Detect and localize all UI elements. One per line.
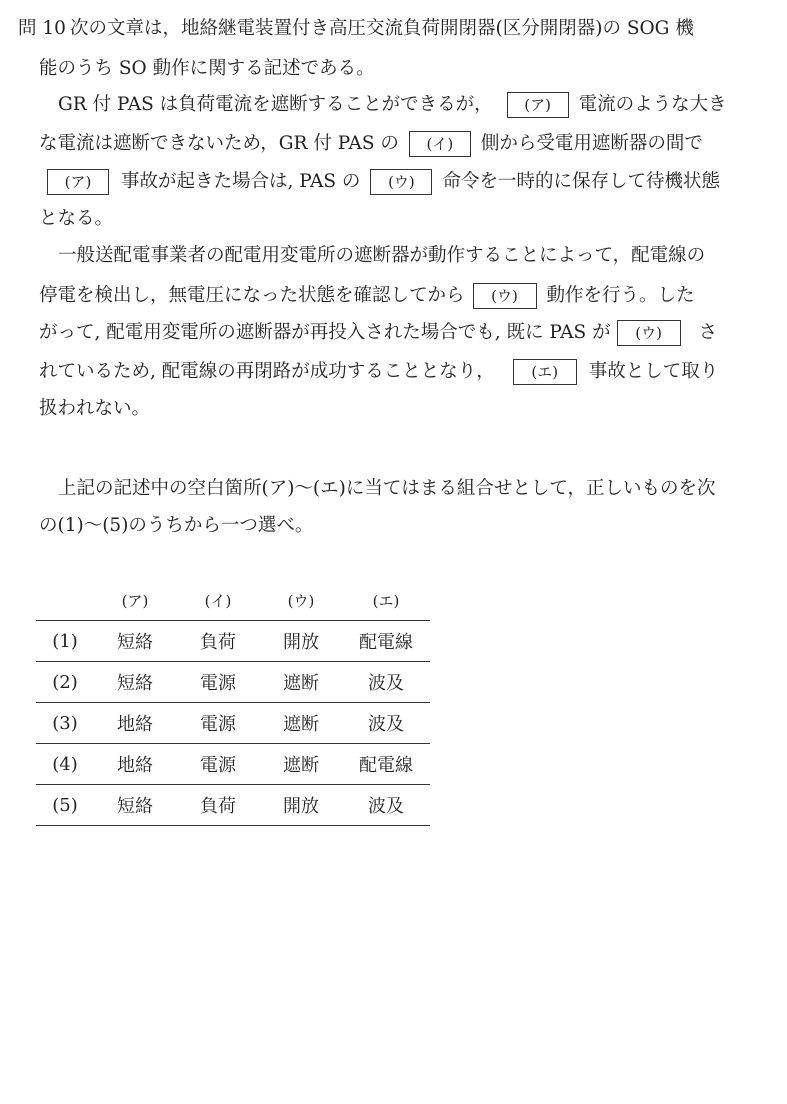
option-label: (5)	[36, 785, 94, 826]
instruction-text: の(1)～(5)のうちから一つ選べ。	[39, 515, 314, 536]
table-cell: 配電線	[342, 744, 430, 785]
table-row	[36, 744, 430, 785]
para1-line4	[39, 204, 113, 234]
para2-line2	[39, 281, 695, 311]
table-row	[36, 703, 430, 744]
table-cell: 電源	[176, 662, 260, 703]
question-intro: 次の文章は，地絡継電装置付き高圧交流負荷開閉器(区分開閉器)の SOG 機	[70, 18, 694, 39]
para1-line1	[58, 90, 727, 120]
blank-u-box: (ウ)	[473, 283, 537, 309]
blank-a-box: (ア)	[47, 169, 109, 195]
table-cell: 遮断	[260, 744, 342, 785]
para1-line3	[47, 167, 720, 197]
table-header-cell: (エ)	[342, 580, 430, 621]
table-cell: 負荷	[176, 621, 260, 662]
para2-text: れているため, 配電線の再閉路が成功することとなり，	[39, 361, 495, 382]
blank-u-box: (ウ)	[617, 320, 681, 346]
blank-a-box: (ア)	[507, 92, 569, 118]
table-cell: 短絡	[94, 785, 176, 826]
table-cell: 波及	[342, 785, 430, 826]
para2-text: 動作を行う。した	[546, 285, 695, 306]
para1-text: GR 付 PAS は負荷電流を遮断することができるが，	[58, 94, 493, 115]
table-cell: 地絡	[94, 744, 176, 785]
table-header-cell: (ウ)	[260, 580, 342, 621]
question-number: 問 10	[18, 18, 66, 39]
para2-line1	[58, 241, 705, 271]
para2-line4	[39, 357, 718, 387]
table-cell: 遮断	[260, 703, 342, 744]
answer-table	[36, 580, 430, 826]
table-cell: 地絡	[94, 703, 176, 744]
table-cell: 開放	[260, 785, 342, 826]
table-cell: 電源	[176, 703, 260, 744]
para2-text: 一般送配電事業者の配電用変電所の遮断器が動作することによって，配電線の	[58, 245, 706, 266]
blank-i-box: (イ)	[409, 131, 471, 157]
table-cell: 短絡	[94, 621, 176, 662]
table-row	[36, 785, 430, 826]
question-intro-line1	[18, 14, 694, 44]
para2-line3	[39, 318, 717, 348]
blank-u-box: (ウ)	[370, 169, 432, 195]
table-header-row	[36, 580, 430, 621]
option-label: (4)	[36, 744, 94, 785]
table-cell: 開放	[260, 621, 342, 662]
para1-line2	[39, 129, 703, 159]
para1-text: となる。	[39, 208, 114, 229]
para1-text: 側から受電用遮断器の間で	[480, 133, 703, 154]
para2-line5	[39, 394, 150, 424]
table-cell: 配電線	[342, 621, 430, 662]
table-cell: 波及	[342, 703, 430, 744]
para1-text: な電流は遮断できないため，GR 付 PAS の	[39, 133, 399, 154]
table-header-cell	[36, 580, 94, 621]
para2-text: 停電を検出し，無電圧になった状態を確認してから	[39, 285, 465, 306]
table-row	[36, 662, 430, 703]
para2-text: 扱われない。	[39, 398, 151, 419]
table-cell: 電源	[176, 744, 260, 785]
para2-text: 事故として取り	[588, 361, 719, 382]
blank-e-box: (エ)	[513, 359, 577, 385]
question-intro-line2	[39, 54, 375, 84]
option-label: (1)	[36, 621, 94, 662]
table-cell: 負荷	[176, 785, 260, 826]
para2-text: さ	[698, 322, 718, 343]
para2-text: がって, 配電用変電所の遮断器が再投入された場合でも, 既に PAS が	[39, 322, 611, 343]
table-cell: 波及	[342, 662, 430, 703]
para1-text: 電流のような大き	[578, 94, 727, 115]
table-cell: 遮断	[260, 662, 342, 703]
table-header-cell: (イ)	[176, 580, 260, 621]
instruction-text: 上記の記述中の空白箇所(ア)～(エ)に当てはまる組合せとして，正しいものを次	[58, 478, 716, 499]
table-header-cell: (ア)	[94, 580, 176, 621]
question-intro-cont: 能のうち SO 動作に関する記述である。	[39, 58, 375, 79]
instruction-line1	[58, 474, 716, 504]
para1-text: 事故が起きた場合は, PAS の	[121, 171, 361, 192]
option-label: (3)	[36, 703, 94, 744]
table-row	[36, 621, 430, 662]
instruction-line2	[39, 511, 313, 541]
option-label: (2)	[36, 662, 94, 703]
para1-text: 命令を一時的に保存して待機状態	[442, 171, 720, 192]
table-cell: 短絡	[94, 662, 176, 703]
